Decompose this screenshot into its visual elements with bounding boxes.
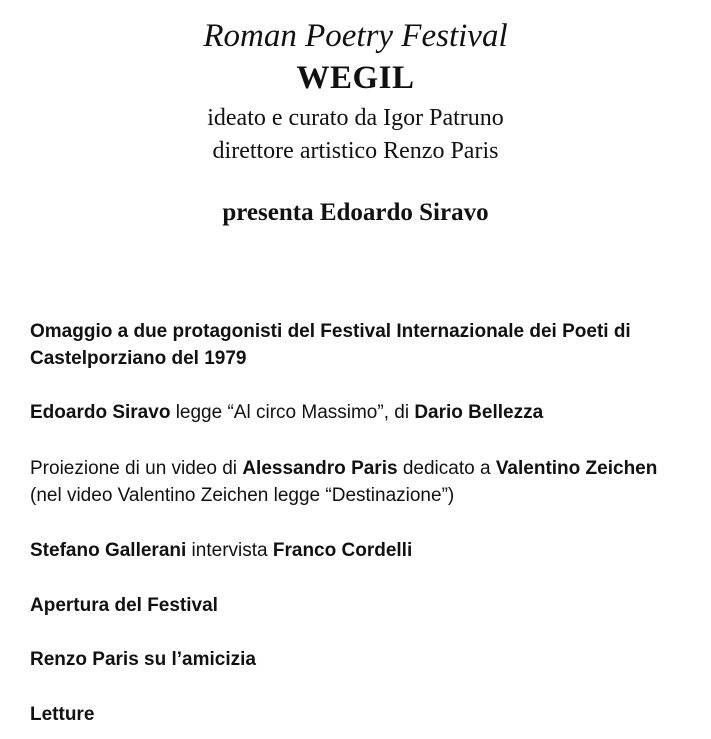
program-item-friendship: Renzo Paris su l’amicizia — [30, 649, 256, 670]
program-item-video — [30, 455, 700, 509]
reading-description: legge “Al circo Massimo”, di — [170, 402, 415, 423]
interviewer-name: Stefano Gallerani — [30, 540, 187, 561]
video-line-2: (nel video Valentino Zeichen legge “Destinazione”) — [30, 485, 455, 506]
festival-name: Roman Poetry Festival — [203, 18, 508, 54]
reading-author: Dario Bellezza — [414, 402, 544, 423]
tribute-line-2: Castelporziano del 1979 — [30, 348, 247, 369]
presenter-line: presenta Edoardo Siravo — [222, 199, 489, 226]
video-line-1 — [30, 455, 700, 482]
video-director: Alessandro Paris — [242, 458, 398, 479]
venue-name: WEGIL — [296, 60, 415, 96]
tribute-line-1: Omaggio a due protagonisti del Festival Internazionale dei Poeti di — [30, 321, 631, 342]
artistic-director-credit: direttore artistico Renzo Paris — [212, 138, 499, 164]
video-prefix: Proiezione di un video di — [30, 458, 243, 479]
interviewee-name: Franco Cordelli — [272, 540, 413, 561]
interview-mid: intervista — [186, 540, 273, 561]
reader-name: Edoardo Siravo — [30, 402, 171, 423]
curator-credit: ideato e curato da Igor Patruno — [207, 105, 504, 131]
program-item-interview — [30, 537, 700, 564]
video-mid: dedicato a — [397, 458, 496, 479]
program-item-readings: Letture — [30, 704, 95, 725]
program-item-tribute — [30, 318, 700, 372]
program-item-opening: Apertura del Festival — [30, 595, 218, 616]
video-subject: Valentino Zeichen — [495, 458, 658, 479]
program-item-reading — [30, 399, 700, 426]
